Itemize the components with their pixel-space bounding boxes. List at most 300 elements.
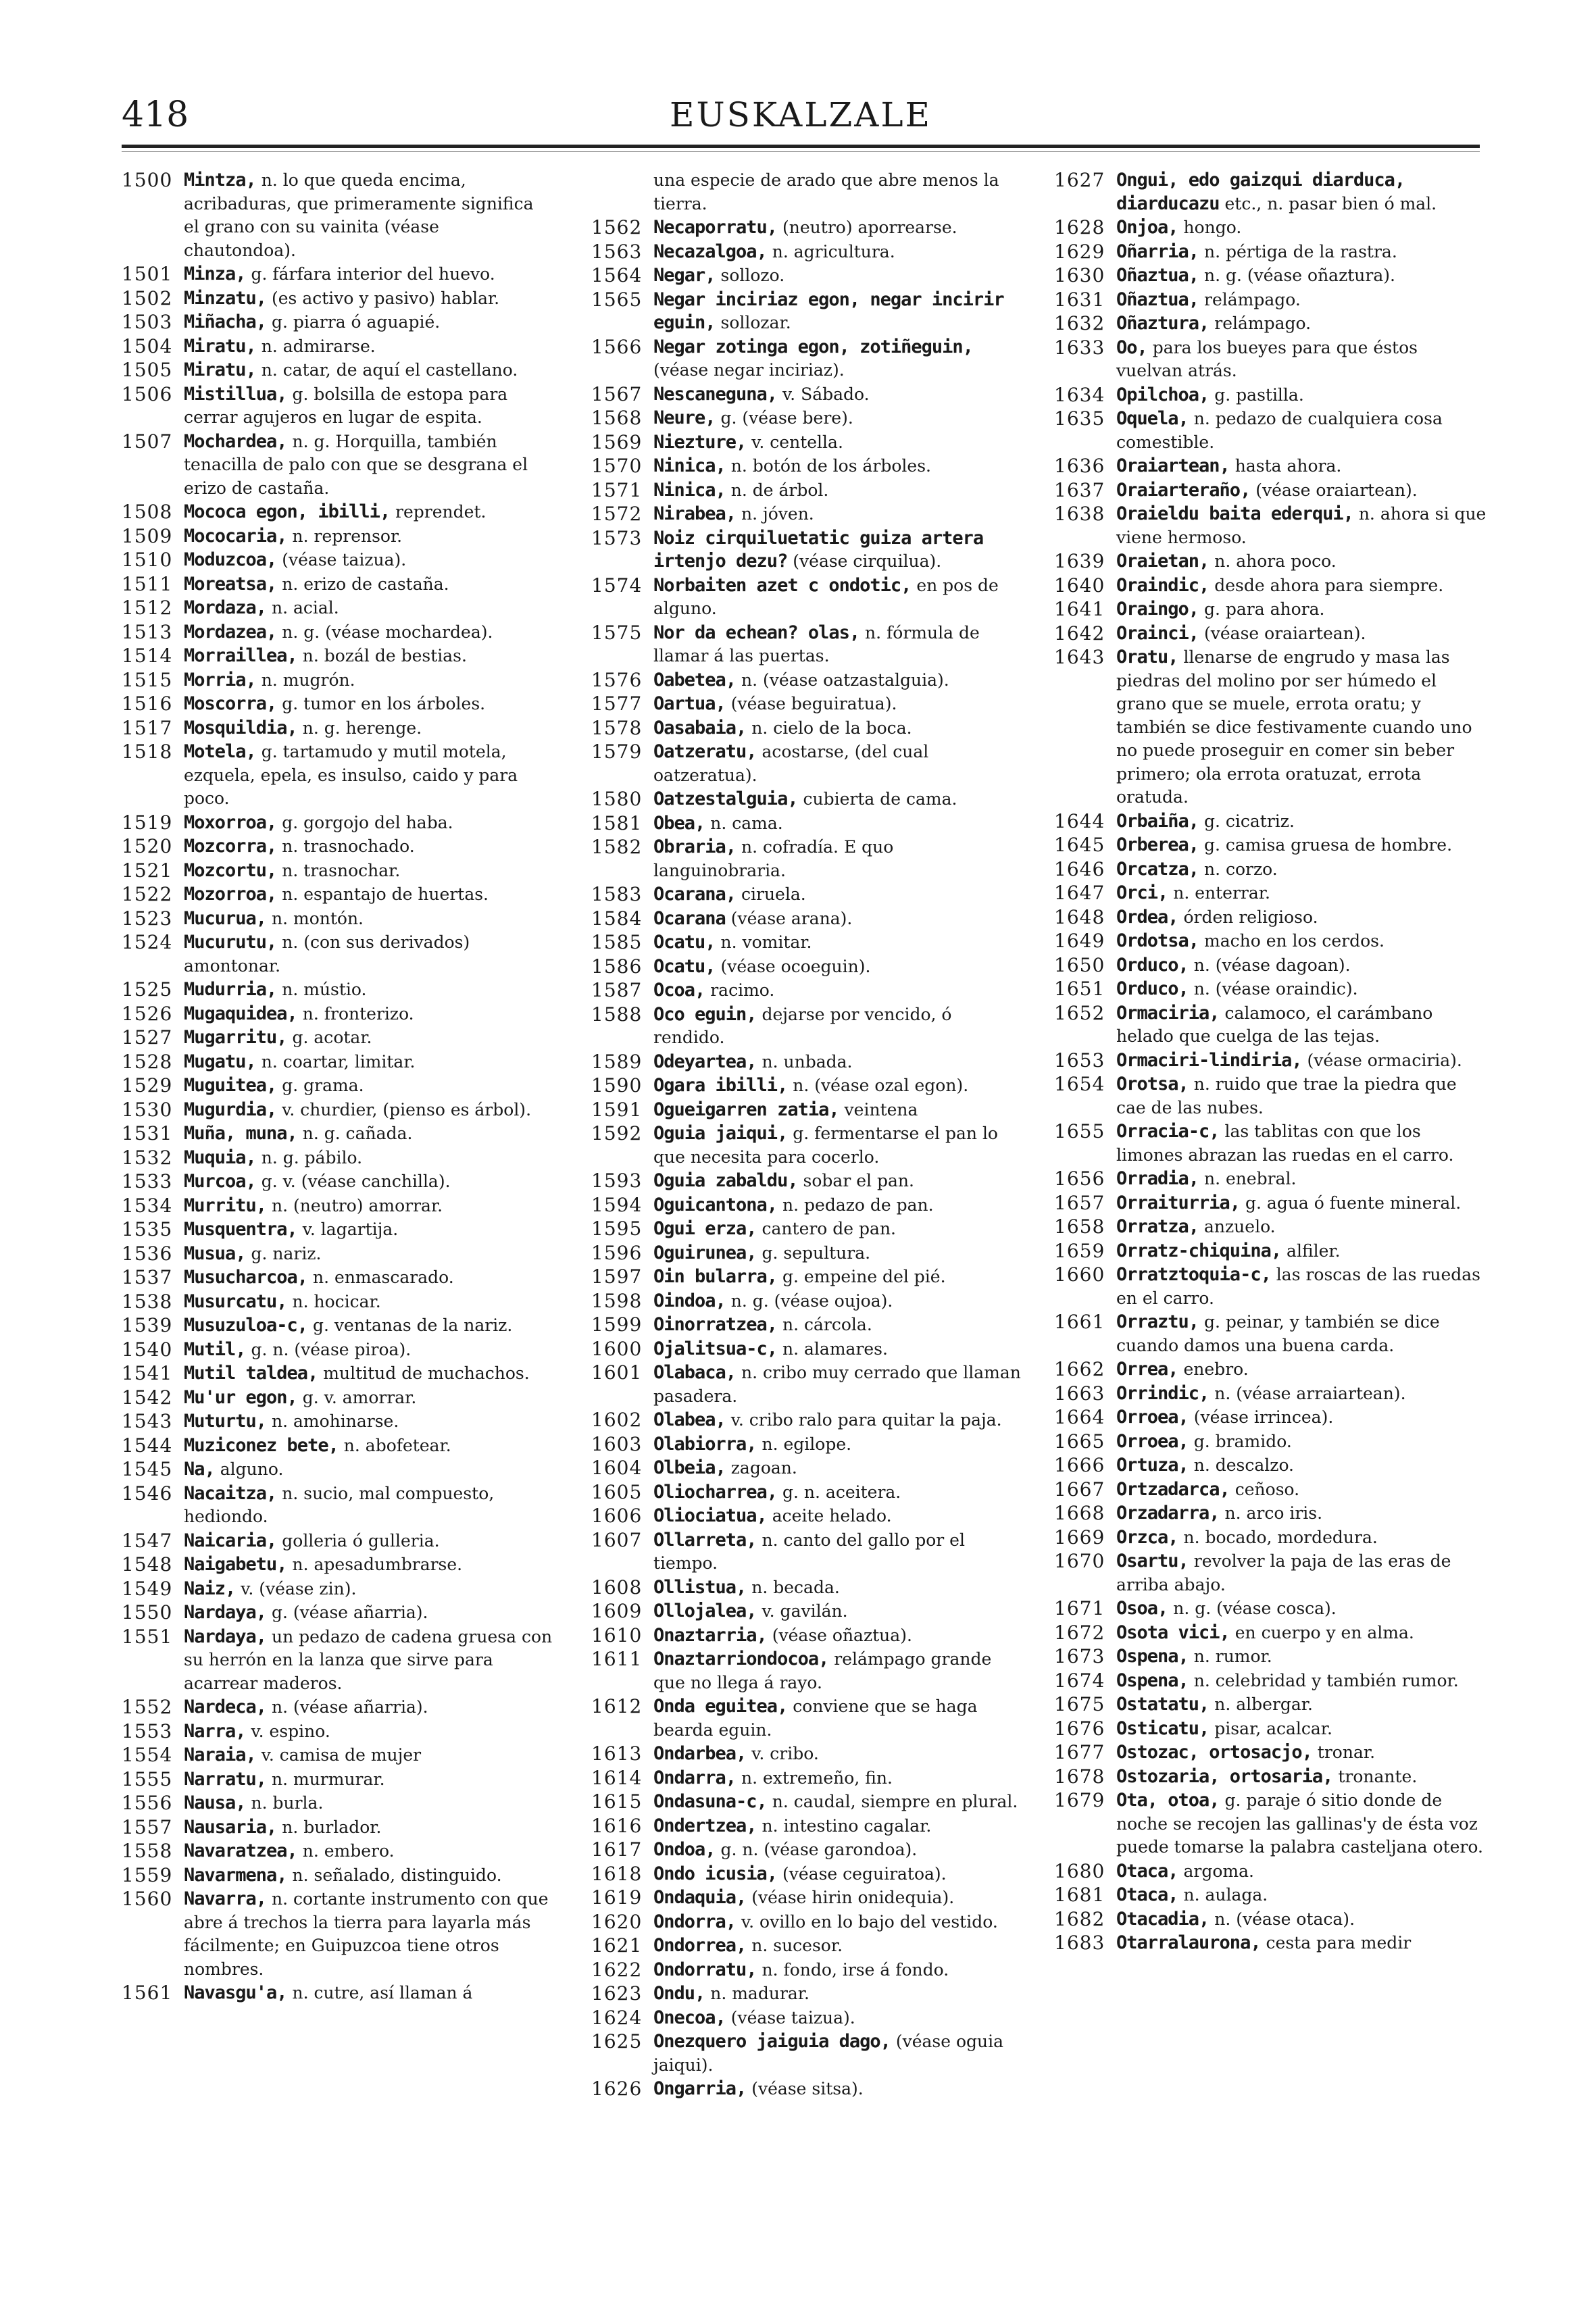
dictionary-entry bbox=[1054, 216, 1487, 240]
entry-number: 1577 bbox=[591, 693, 643, 715]
dictionary-entry bbox=[122, 501, 554, 524]
entry-definition: relámpago grande que no llega á rayo. bbox=[653, 1649, 992, 1692]
entry-number: 1641 bbox=[1054, 598, 1105, 620]
entry-headword: Musuzuloa-c, bbox=[184, 1315, 308, 1336]
entry-definition: n. (véase otaca). bbox=[1209, 1909, 1355, 1929]
entry-definition: n. aulaga. bbox=[1178, 1885, 1268, 1905]
entry-headword: Oñaztura, bbox=[1116, 313, 1210, 334]
entry-number: 1633 bbox=[1054, 336, 1105, 359]
dictionary-entry bbox=[591, 955, 1024, 979]
entry-definition: (véase negar inciriaz). bbox=[653, 360, 845, 380]
entry-number: 1599 bbox=[591, 1313, 643, 1336]
entry-headword: Narra, bbox=[184, 1720, 246, 1742]
entry-definition: hongo. bbox=[1178, 218, 1242, 237]
dictionary-entry bbox=[591, 1838, 1024, 1862]
entry-number: 1546 bbox=[122, 1482, 173, 1505]
entry-headword: Mintza, bbox=[184, 170, 256, 191]
entry-headword: Navarra, bbox=[184, 1888, 267, 1909]
dictionary-entry bbox=[1054, 574, 1487, 598]
dictionary-entry bbox=[1054, 1454, 1487, 1478]
entry-definition: sollozar. bbox=[715, 313, 791, 332]
entry-definition: llenarse de engrudo y masa las piedras del molino por ser húmedo el grano que se muele, errota oratu; y también se dice festivamente cuando uno no puede proseguir en comer sin beber primero; ola errota oratuzat, errota oratuda. bbox=[1116, 647, 1472, 807]
entry-headword: Oasabaia, bbox=[653, 717, 747, 738]
dictionary-entry bbox=[122, 573, 554, 597]
entry-definition: g. pastilla. bbox=[1209, 384, 1304, 405]
entry-number: 1632 bbox=[1054, 312, 1105, 334]
entry-definition: g. gorgojo del haba. bbox=[276, 812, 453, 832]
dictionary-entry bbox=[122, 1122, 554, 1146]
entry-headword: Ojalitsua-c, bbox=[653, 1338, 778, 1359]
entry-number: 1581 bbox=[591, 811, 643, 834]
entry-definition: n. unbada. bbox=[756, 1051, 853, 1072]
entry-definition: n. g. (véase oñaztura). bbox=[1199, 266, 1395, 285]
dictionary-entry bbox=[1054, 810, 1487, 834]
entry-definition: g. agua ó fuente mineral. bbox=[1240, 1192, 1462, 1213]
entry-headword: Mu'ur egon, bbox=[184, 1386, 297, 1408]
dictionary-entry bbox=[1054, 1049, 1487, 1073]
entry-headword: Orotsa, bbox=[1116, 1074, 1189, 1095]
entry-number: 1606 bbox=[591, 1505, 643, 1527]
dictionary-entry bbox=[1054, 882, 1487, 905]
entry-definition: n. rumor. bbox=[1188, 1646, 1272, 1666]
entry-definition: n. trasnochar. bbox=[276, 860, 401, 880]
entry-number: 1514 bbox=[122, 645, 173, 667]
entry-number: 1671 bbox=[1054, 1597, 1105, 1619]
entry-headword: Obraria, bbox=[653, 836, 737, 857]
entry-headword: Oraiarteraño, bbox=[1116, 479, 1251, 501]
entry-headword: Orroea, bbox=[1116, 1430, 1189, 1452]
entry-headword: Mutil, bbox=[184, 1338, 246, 1360]
dictionary-entry bbox=[591, 1003, 1024, 1050]
entry-headword: Navaratzea, bbox=[184, 1840, 297, 1861]
entry-definition: g. n. (véase garondoa). bbox=[715, 1840, 918, 1859]
dictionary-entry bbox=[122, 1744, 554, 1767]
entry-number: 1614 bbox=[591, 1766, 643, 1789]
entry-number: 1565 bbox=[591, 288, 643, 311]
dictionary-entry bbox=[591, 1505, 1024, 1528]
entry-headword: Ostozaria, ortosaria, bbox=[1116, 1765, 1333, 1787]
entry-definition: n. señalado, distinguido. bbox=[286, 1865, 502, 1885]
entry-headword: Oliociatua, bbox=[653, 1505, 767, 1526]
entry-definition: alfiler. bbox=[1281, 1240, 1341, 1261]
entry-headword: Osota vici, bbox=[1116, 1621, 1230, 1643]
entry-number: 1650 bbox=[1054, 953, 1105, 976]
entry-definition: g. n. aceitera. bbox=[777, 1482, 901, 1502]
entry-number: 1528 bbox=[122, 1050, 173, 1073]
entry-headword: Oco eguin, bbox=[653, 1003, 757, 1025]
entry-headword: Orcatza, bbox=[1116, 858, 1199, 880]
entry-definition: v. camisa de mujer bbox=[255, 1745, 422, 1765]
entry-number: 1678 bbox=[1054, 1765, 1105, 1788]
dictionary-entry bbox=[591, 1194, 1024, 1217]
entry-definition: v. cribo ralo para quitar la paja. bbox=[725, 1410, 1002, 1430]
entry-definition: v. lagartija. bbox=[297, 1219, 399, 1239]
entry-number: 1622 bbox=[591, 1958, 643, 1981]
entry-definition: cubierta de cama. bbox=[797, 789, 957, 809]
entry-definition: n. acial. bbox=[266, 598, 339, 618]
entry-definition: v. (véase zin). bbox=[235, 1578, 357, 1599]
entry-number: 1647 bbox=[1054, 882, 1105, 904]
entry-headword: Ota, otoa, bbox=[1116, 1790, 1220, 1811]
entry-definition: etc., n. pasar bien ó mal. bbox=[1219, 193, 1437, 213]
dictionary-entry bbox=[1054, 1884, 1487, 1907]
dictionary-entry bbox=[122, 859, 554, 883]
dictionary-entry bbox=[122, 1720, 554, 1744]
entry-definition: g. grama. bbox=[276, 1076, 364, 1095]
entry-number: 1608 bbox=[591, 1576, 643, 1599]
entry-definition: calamoco, el carámbano helado que cuelga de las tejas. bbox=[1116, 1003, 1433, 1046]
entry-number: 1667 bbox=[1054, 1478, 1105, 1501]
running-title: EUSKALZALE bbox=[669, 95, 932, 134]
entry-headword: Orroea, bbox=[1116, 1407, 1189, 1428]
entry-definition: órden religioso. bbox=[1178, 907, 1318, 927]
dictionary-entry bbox=[1054, 1932, 1487, 1955]
entry-number: 1534 bbox=[122, 1194, 173, 1217]
entry-headword: Mugarritu, bbox=[184, 1027, 287, 1048]
entry-headword: Orracia-c, bbox=[1116, 1121, 1220, 1142]
dictionary-entry bbox=[1054, 169, 1487, 216]
entry-definition: v. ovillo en lo bajo del vestido. bbox=[736, 1911, 998, 1932]
entry-headword: Ollarreta, bbox=[653, 1529, 757, 1551]
dictionary-entry bbox=[122, 1051, 554, 1074]
entry-definition: v. espino. bbox=[245, 1721, 330, 1741]
entry-definition: (véase oraiartean). bbox=[1250, 480, 1418, 500]
entry-definition: (véase sitsa). bbox=[746, 2079, 864, 2098]
entry-definition: anzuelo. bbox=[1199, 1217, 1276, 1236]
entry-headword: Oatzestalguia, bbox=[653, 788, 798, 809]
entry-definition: n. erizo de castaña. bbox=[276, 574, 449, 594]
entry-number: 1615 bbox=[591, 1790, 643, 1813]
entry-definition: n. extremeño, fin. bbox=[736, 1767, 893, 1788]
dictionary-entry bbox=[1054, 1382, 1487, 1406]
entry-headword: Ongui, edo gaizqui diarduca, diarducazu bbox=[1116, 170, 1405, 214]
entry-number: 1596 bbox=[591, 1241, 643, 1264]
entry-headword: Oñarria, bbox=[1116, 241, 1199, 262]
entry-definition: tronar. bbox=[1312, 1742, 1376, 1762]
dictionary-entry bbox=[122, 169, 554, 262]
entry-headword: Orzca, bbox=[1116, 1526, 1178, 1548]
dictionary-entry bbox=[122, 311, 554, 334]
entry-definition: n. coartar, limitar. bbox=[255, 1051, 416, 1072]
entry-headword: Ostozac, ortosacjo, bbox=[1116, 1742, 1312, 1763]
dictionary-entry bbox=[122, 430, 554, 501]
dictionary-entry bbox=[1054, 1002, 1487, 1049]
entry-number: 1593 bbox=[591, 1169, 643, 1192]
entry-number: 1518 bbox=[122, 740, 173, 763]
entry-headword: Olbeia, bbox=[653, 1457, 726, 1478]
entry-headword: Mordaza, bbox=[184, 597, 267, 618]
entry-definition: n. bocado, mordedura. bbox=[1178, 1527, 1378, 1547]
entry-headword: Ordotsa, bbox=[1116, 930, 1199, 951]
entry-definition: (véase taizua). bbox=[276, 550, 407, 570]
entry-definition: n. cribo muy cerrado que llaman pasadera. bbox=[653, 1363, 1021, 1406]
dictionary-entry bbox=[591, 216, 1024, 240]
dictionary-entry bbox=[1054, 598, 1487, 622]
entry-definition: (véase beguiratua). bbox=[725, 694, 897, 713]
entry-number: 1656 bbox=[1054, 1167, 1105, 1190]
entry-number: 1547 bbox=[122, 1529, 173, 1552]
entry-definition: n. (véase añarria). bbox=[266, 1697, 428, 1717]
dictionary-entry bbox=[591, 1313, 1024, 1337]
entry-definition: g. nariz. bbox=[245, 1243, 322, 1263]
dictionary-entry bbox=[591, 1481, 1024, 1505]
entry-number: 1501 bbox=[122, 263, 173, 285]
entry-number: 1542 bbox=[122, 1386, 173, 1409]
dictionary-entry bbox=[1054, 1789, 1487, 1859]
entry-headword: Orainci, bbox=[1116, 622, 1199, 644]
entry-definition: (véase oñaztua). bbox=[766, 1625, 912, 1645]
entry-headword: Mistillua, bbox=[184, 383, 287, 405]
entry-definition: un pedazo de cadena gruesa con su herrón en la lanza que sirve para acarrear maderos. bbox=[184, 1626, 553, 1693]
dictionary-entry bbox=[1054, 978, 1487, 1001]
dictionary-entry bbox=[1054, 1073, 1487, 1120]
entry-definition: n. espantajo de huertas. bbox=[276, 884, 489, 904]
entry-definition: v. Sábado. bbox=[777, 384, 870, 404]
entry-number: 1515 bbox=[122, 668, 173, 691]
entry-headword: Oo, bbox=[1116, 336, 1147, 358]
entry-headword: Orraiturria, bbox=[1116, 1192, 1241, 1213]
entry-definition: n. de árbol. bbox=[725, 480, 829, 500]
entry-headword: Ogara ibilli, bbox=[653, 1075, 788, 1096]
entry-definition: n. trasnochado. bbox=[276, 836, 415, 856]
dictionary-entry bbox=[122, 1099, 554, 1122]
dictionary-entry bbox=[122, 1553, 554, 1577]
entry-number: 1643 bbox=[1054, 646, 1105, 668]
page-number: 418 bbox=[122, 95, 189, 135]
dictionary-entry bbox=[591, 455, 1024, 478]
entry-headword: Miratu, bbox=[184, 359, 256, 380]
entry-definition: argoma. bbox=[1178, 1861, 1254, 1881]
entry-headword: Morraillea, bbox=[184, 645, 297, 666]
entry-headword: Oinorratzea, bbox=[653, 1314, 778, 1335]
entry-number: 1500 bbox=[122, 169, 173, 191]
dictionary-entry bbox=[591, 669, 1024, 693]
entry-headword: Necaporratu, bbox=[653, 217, 778, 238]
entry-number: 1657 bbox=[1054, 1191, 1105, 1214]
dictionary-entry bbox=[122, 1696, 554, 1719]
entry-number: 1638 bbox=[1054, 503, 1105, 525]
entry-headword: Olabaca, bbox=[653, 1362, 737, 1383]
entry-number: 1570 bbox=[591, 455, 643, 477]
dictionary-entry bbox=[591, 1457, 1024, 1480]
entry-definition: n. bozál de bestias. bbox=[297, 646, 467, 665]
entry-headword: Mosquildia, bbox=[184, 717, 297, 738]
entry-number: 1588 bbox=[591, 1003, 643, 1026]
entry-headword: Oabetea, bbox=[653, 669, 737, 690]
entry-definition: g. empeine del pié. bbox=[777, 1267, 946, 1286]
entry-definition: g. ventanas de la nariz. bbox=[307, 1315, 513, 1335]
entry-number: 1529 bbox=[122, 1074, 173, 1097]
dictionary-entry bbox=[591, 1529, 1024, 1576]
entry-headword: Ordea, bbox=[1116, 906, 1178, 928]
entry-definition: n. (véase arraiartean). bbox=[1209, 1383, 1406, 1403]
entry-definition: n. g. (véase cosca). bbox=[1168, 1599, 1337, 1618]
entry-number: 1669 bbox=[1054, 1526, 1105, 1549]
dictionary-entry bbox=[122, 1626, 554, 1696]
entry-number: 1616 bbox=[591, 1814, 643, 1837]
entry-number: 1579 bbox=[591, 740, 643, 763]
entry-headword: Minzatu, bbox=[184, 287, 267, 309]
entry-headword: Mudurria, bbox=[184, 979, 277, 1000]
dictionary-entry bbox=[122, 1888, 554, 1981]
dictionary-entry bbox=[122, 1530, 554, 1553]
entry-headword: Ninica, bbox=[653, 455, 726, 476]
entry-definition: n. sucesor. bbox=[746, 1936, 843, 1955]
dictionary-entry bbox=[1054, 384, 1487, 407]
entry-number: 1558 bbox=[122, 1840, 173, 1862]
entry-definition: n. (véase ozal egon). bbox=[787, 1076, 969, 1095]
entry-definition: g. paraje ó sitio donde de noche se recojen las gallinas'y de ésta voz puede tomarse la palabra casteljana otero. bbox=[1116, 1790, 1483, 1857]
entry-headword: Mozorroa, bbox=[184, 884, 277, 905]
dictionary-entry bbox=[591, 527, 1024, 574]
entry-definition: las roscas de las ruedas en el carro. bbox=[1116, 1265, 1480, 1308]
dictionary-entry bbox=[122, 1218, 554, 1242]
entry-headword: Otaca, bbox=[1116, 1860, 1178, 1882]
dictionary-entry bbox=[591, 1911, 1024, 1934]
entry-definition: n. ahora poco. bbox=[1209, 551, 1337, 571]
entry-number: 1568 bbox=[591, 407, 643, 429]
entry-headword: Otacadia, bbox=[1116, 1908, 1210, 1930]
entry-number: 1600 bbox=[591, 1337, 643, 1360]
dictionary-entry bbox=[122, 883, 554, 907]
entry-number: 1561 bbox=[122, 1982, 173, 2004]
entry-headword: Osoa, bbox=[1116, 1598, 1168, 1619]
entry-headword: Niezture, bbox=[653, 431, 747, 453]
entry-number: 1527 bbox=[122, 1026, 173, 1049]
entry-headword: Mucurua, bbox=[184, 907, 267, 929]
entry-headword: Ospena, bbox=[1116, 1646, 1189, 1667]
dictionary-entry bbox=[591, 622, 1024, 668]
entry-headword: Mutil taldea, bbox=[184, 1363, 318, 1384]
dictionary-entry bbox=[122, 383, 554, 430]
entry-headword: Na, bbox=[184, 1459, 215, 1480]
dictionary-entry bbox=[1054, 479, 1487, 503]
entry-number: 1644 bbox=[1054, 809, 1105, 832]
entry-number: 1578 bbox=[591, 716, 643, 739]
entry-definition: acostarse, (del cual oatzeratua). bbox=[653, 742, 929, 785]
dictionary-entry bbox=[122, 1170, 554, 1194]
entry-definition: g. bolsilla de estopa para cerrar agujeros en lugar de espita. bbox=[184, 384, 508, 427]
entry-definition: alguno. bbox=[214, 1459, 284, 1479]
dictionary-entry bbox=[1054, 1120, 1487, 1167]
dictionary-entry bbox=[591, 907, 1024, 931]
entry-definition: (es activo y pasivo) hablar. bbox=[266, 288, 500, 308]
entry-definition: n. ahora si que viene hermoso. bbox=[1116, 504, 1487, 547]
dictionary-entry bbox=[122, 669, 554, 693]
dictionary-entry bbox=[1054, 1717, 1487, 1741]
entry-definition: v. cribo. bbox=[746, 1744, 819, 1763]
entry-headword: Miñacha, bbox=[184, 311, 267, 332]
dictionary-entry bbox=[122, 287, 554, 311]
entry-definition: n. caudal, siempre en plural. bbox=[766, 1792, 1018, 1811]
entry-number: 1634 bbox=[1054, 383, 1105, 406]
dictionary-entry bbox=[1054, 1406, 1487, 1430]
dictionary-entry bbox=[591, 1361, 1024, 1408]
entry-definition: n. g. Horquilla, también tenacilla de palo con que se desgrana el erizo de castaña. bbox=[184, 431, 528, 498]
dictionary-entry bbox=[122, 1601, 554, 1625]
dictionary-entry bbox=[1054, 1502, 1487, 1526]
dictionary-entry bbox=[122, 359, 554, 382]
entry-headword: Oraiartean, bbox=[1116, 455, 1230, 476]
entry-number: 1609 bbox=[591, 1600, 643, 1622]
entry-definition: n. cofradía. E quo languinobraria. bbox=[653, 837, 894, 880]
entry-definition: n. catar, de aquí el castellano. bbox=[255, 360, 518, 380]
dictionary-entry bbox=[591, 1886, 1024, 1910]
entry-headword: Ogui erza, bbox=[653, 1218, 757, 1239]
dictionary-entry bbox=[122, 740, 554, 811]
entry-definition: (véase taizua). bbox=[725, 2007, 855, 2028]
entry-definition: n. botón de los árboles. bbox=[725, 456, 931, 476]
entry-definition: g. piarra ó aguapié. bbox=[266, 312, 441, 332]
dictionary-entry bbox=[1054, 1263, 1487, 1310]
entry-headword: Ortuza, bbox=[1116, 1455, 1189, 1476]
entry-number: 1664 bbox=[1054, 1406, 1105, 1428]
entry-headword: Odeyartea, bbox=[653, 1051, 757, 1072]
entry-number: 1645 bbox=[1054, 834, 1105, 856]
entry-headword: Olabiorra, bbox=[653, 1433, 757, 1455]
entry-definition: n. corzo. bbox=[1199, 859, 1278, 879]
entry-definition: n. enmascarado. bbox=[307, 1267, 454, 1287]
dictionary-entry bbox=[1054, 241, 1487, 264]
entry-number: 1628 bbox=[1054, 216, 1105, 238]
entry-headword: Oin bularra, bbox=[653, 1266, 778, 1287]
entry-number: 1630 bbox=[1054, 264, 1105, 286]
entry-number: 1601 bbox=[591, 1361, 643, 1384]
entry-number: 1511 bbox=[122, 572, 173, 595]
entry-definition: dejarse por vencido, ó rendido. bbox=[653, 1004, 952, 1047]
entry-headword: Ollojalea, bbox=[653, 1601, 757, 1621]
dictionary-entry bbox=[591, 883, 1024, 907]
entry-definition: n. (véase oatzastalguia). bbox=[736, 670, 949, 690]
entry-headword: Ostatatu, bbox=[1116, 1694, 1210, 1715]
dictionary-entry bbox=[122, 835, 554, 859]
dictionary-entry bbox=[122, 1362, 554, 1386]
entry-definition: n. g. herenge. bbox=[297, 718, 422, 738]
entry-headword: Ondasuna-c, bbox=[653, 1791, 767, 1812]
dictionary-entry bbox=[591, 740, 1024, 787]
entry-headword: Ortzadarca, bbox=[1116, 1478, 1230, 1500]
dictionary-entry bbox=[1054, 407, 1487, 454]
entry-definition: las tablitas con que los limones abrazan las ruedas en el carro. bbox=[1116, 1122, 1454, 1165]
entry-number: 1675 bbox=[1054, 1693, 1105, 1715]
entry-headword: Minza, bbox=[184, 263, 246, 284]
entry-headword: Oquela, bbox=[1116, 408, 1189, 429]
dictionary-entry bbox=[1054, 858, 1487, 882]
entry-headword: Onaztarriondocoa, bbox=[653, 1649, 829, 1669]
dictionary-entry bbox=[1054, 336, 1487, 383]
entry-definition: n. canto del gallo por el tiempo. bbox=[653, 1530, 965, 1573]
entry-number: 1562 bbox=[591, 216, 643, 238]
entry-headword: Muziconez bete, bbox=[184, 1434, 339, 1456]
entry-definition: una especie de arado que abre menos la tierra. bbox=[653, 170, 999, 213]
entry-definition: n. ruido que trae la piedra que cae de las nubes. bbox=[1116, 1074, 1457, 1117]
dictionary-entry bbox=[591, 169, 1024, 216]
entry-number: 1636 bbox=[1054, 455, 1105, 477]
entry-number: 1603 bbox=[591, 1432, 643, 1455]
entry-headword: Oraindic, bbox=[1116, 574, 1210, 596]
dictionary-entry bbox=[591, 1695, 1024, 1742]
entry-definition: n. murmurar. bbox=[266, 1769, 385, 1789]
entry-definition: n. montón. bbox=[266, 908, 364, 928]
entry-number: 1525 bbox=[122, 978, 173, 1001]
dictionary-entry bbox=[122, 549, 554, 572]
entry-definition: n. reprensor. bbox=[286, 526, 403, 546]
entry-headword: Ondo icusia, bbox=[653, 1863, 778, 1884]
entry-number: 1519 bbox=[122, 811, 173, 834]
entry-definition: multitud de muchachos. bbox=[318, 1363, 530, 1383]
dictionary-entry bbox=[122, 1982, 554, 2005]
entry-definition: (véase oguia jaiqui). bbox=[653, 2032, 1004, 2075]
